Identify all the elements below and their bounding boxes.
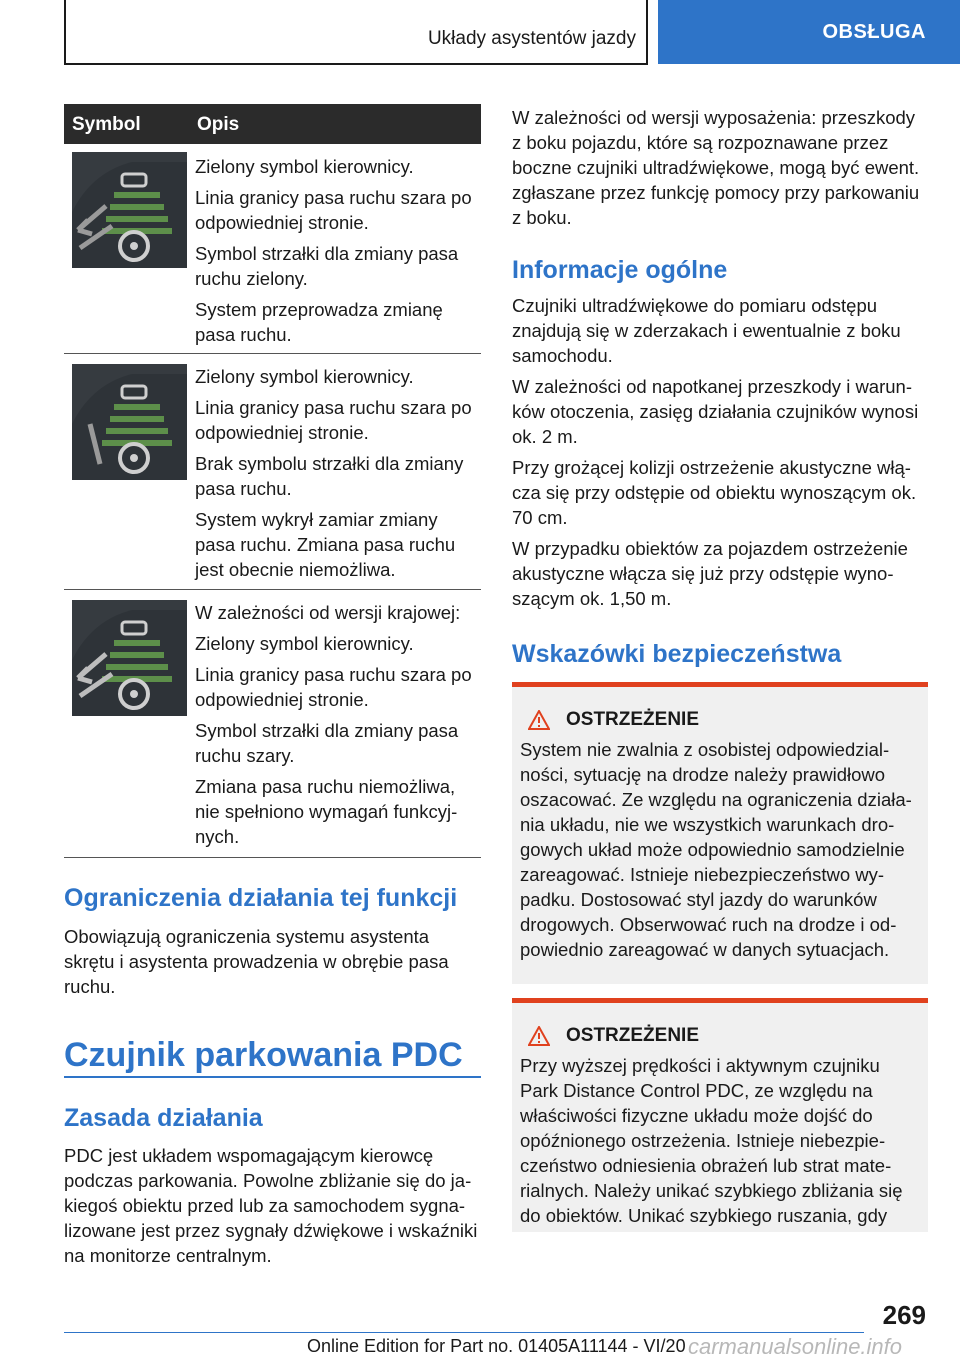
limits-text: Obowiązują ograniczenia systemu asystenta skrętu i asystenta prowadzenia w obrębie pasa ruchu. — [64, 926, 449, 997]
row-description — [195, 590, 481, 849]
warning-triangle-icon — [528, 710, 550, 730]
desc-line: Linia granicy pasa ruchu szara po odpowiedniej stronie. — [195, 187, 472, 233]
desc-line: Linia granicy pasa ruchu szara po odpowiedniej stronie. — [195, 397, 472, 443]
desc-line: Zmiana pasa ruchu niemożliwa, nie spełniono wymagań funkcyjnych. — [195, 776, 458, 847]
desc-line: Symbol strzałki dla zmiany pasa ruchu szary. — [195, 720, 459, 766]
paragraph: W przypadku obiektów za pojazdem ostrzeżenie akustyczne włącza się już przy odstępie wynoszącym ok. 1,50 m. — [512, 538, 908, 609]
general-paragraphs — [512, 293, 928, 611]
side-sensors-text: W zależności od wersji wyposażenia: przeszkody z boku pojazdu, które są rozpoznawane przez boczne czujniki ultradźwiękowe, mogą być ewent. zgłaszane przez funkcję pomocy przy parkowaniu z boku. — [512, 107, 920, 228]
warning-triangle-icon — [528, 1026, 550, 1046]
pdc-title: Czujnik parkowania PDC — [64, 1036, 463, 1074]
edition-text: Online Edition for Part no. 01405A11144 - VI/20 — [307, 1336, 686, 1356]
lane-change-arrow-grey-icon — [72, 600, 187, 716]
watermark: carmanualsonline.info — [688, 1334, 903, 1359]
table-header — [64, 104, 481, 144]
table-row — [64, 590, 481, 858]
principle-heading: Zasada działania — [64, 1104, 263, 1132]
header-divider-right — [646, 0, 648, 64]
row-description — [195, 354, 481, 582]
limits-heading: Ograniczenia działania tej funkcji — [64, 884, 458, 912]
desc-line: Zielony symbol kierownicy. — [195, 156, 414, 177]
desc-line: Zielony symbol kierownicy. — [195, 366, 414, 387]
header-section-title: Układy asystentów jazdy — [427, 28, 636, 49]
desc-line: Zielony symbol kierownicy. — [195, 633, 414, 654]
lane-change-arrow-green-icon — [72, 152, 187, 268]
steering-wheel-green-icon — [72, 364, 187, 480]
footer-rule — [64, 1332, 864, 1333]
warning-title-text: OSTRZEŻENIE — [566, 709, 700, 730]
warning-text: Przy wyższej prędkości i aktywnym czujniku Park Distance Control PDC, ze względu na właściwości fizyczne układu może dojść do opóźnionego ostrzeżenia. Istnieje niebezpieczeństwo odniesienia obrażeń lub strat materialnych. Należy unikać szybkiego zbliżania się do obiektów. Unikać szybkiego ruszania, gdy — [520, 1055, 903, 1226]
desc-line: Linia granicy pasa ruchu szara po odpowiedniej stronie. — [195, 664, 472, 710]
warning-title — [520, 1025, 920, 1047]
table-row — [64, 354, 481, 590]
desc-line: Brak symbolu strzałki dla zmiany pasa ruchu. — [195, 453, 464, 499]
page-number: 269 — [882, 1300, 926, 1330]
safety-heading: Wskazówki bezpieczeństwa — [512, 640, 842, 668]
col-header-description: Opis — [197, 114, 240, 135]
header-chapter-tab: OBSŁUGA — [658, 0, 960, 64]
general-heading: Informacje ogólne — [512, 256, 728, 284]
title-rule — [64, 1076, 481, 1078]
col-header-symbol: Symbol — [72, 114, 141, 135]
warning-box — [512, 998, 928, 1232]
principle-text: PDC jest układem wspomagającym kierowcę podczas parkowania. Powolne zbliżanie się do jakiegoś obiektu przed lub za samochodem sygnalizowane jest przez sygnały dźwiękowe i wskaźniki na monitorze centralnym. — [64, 1145, 478, 1266]
table-row — [64, 144, 481, 354]
warning-box — [512, 682, 928, 984]
desc-line: System przeprowadza zmianę pasa ruchu. — [195, 299, 443, 345]
row-description — [195, 144, 481, 347]
warning-title — [520, 709, 920, 731]
desc-line: W zależności od wersji krajowej: — [195, 602, 461, 623]
warning-title-text: OSTRZEŻENIE — [566, 1025, 700, 1046]
desc-line: Symbol strzałki dla zmiany pasa ruchu zielony. — [195, 243, 459, 289]
warning-text: System nie zwalnia z osobistej odpowiedzialności, sytuację na drodze należy prawidłowo oszacować. Ze względu na ograniczenia działania układu, nie we wszystkich warunkach drogowych układ może odpowiednio samodzielnie zareagować. Istnieje niebezpieczeństwo wypadku. Dostosować styl jazdy do warunków drogowych. Obserwować ruch na drodze i odpowiednio zareagować w danych sytuacjach. — [520, 739, 912, 960]
paragraph: Przy grożącej kolizji ostrzeżenie akustyczne włącza się przy odstępie od obiektu wynoszącym ok. 70 cm. — [512, 457, 917, 528]
symbol-table — [64, 104, 481, 858]
desc-line: System wykrył zamiar zmiany pasa ruchu. Zmiana pasa ruchu jest obecnie niemożliwa. — [195, 509, 456, 580]
paragraph: Czujniki ultradźwiękowe do pomiaru odstępu znajdują się w zderzakach i ewentualnie z boku samochodu. — [512, 295, 901, 366]
paragraph: W zależności od napotkanej przeszkody i warunków otoczenia, zasięg działania czujników wynosi ok. 2 m. — [512, 376, 919, 447]
header-divider-bottom — [64, 63, 648, 65]
